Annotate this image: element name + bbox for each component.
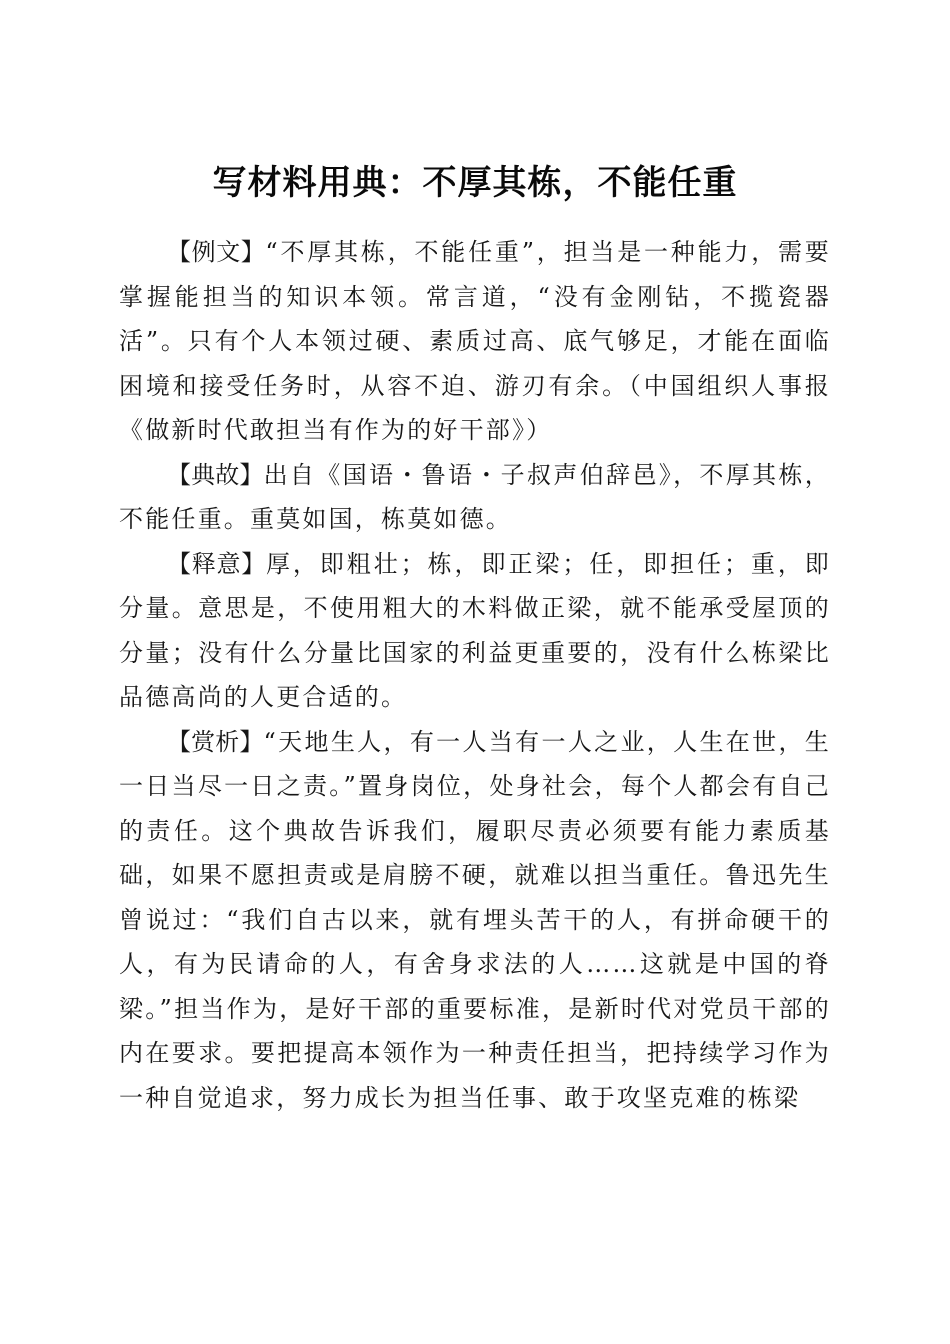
- paragraph-example: [119, 230, 831, 453]
- document-body: [119, 230, 831, 1120]
- paragraph-meaning: [119, 542, 831, 720]
- paragraph-tag: 【典故】: [167, 460, 264, 489]
- document-title: 写材料用典：不厚其栋，不能任重: [212, 162, 738, 203]
- paragraph-tag: 【例文】: [167, 238, 266, 266]
- paragraph-text: 厚，即粗壮；栋，即正梁；任，即担任；重，即分量。意思是，不使用粗大的木料做正梁，就不能承受屋顶的分量；没有什么分量比国家的利益更重要的，没有什么栋梁比品德高尚的人更合适的。: [119, 549, 831, 711]
- paragraph-text: “天地生人，有一人当有一人之业，人生在世，生一日当尽一日之责。”置身岗位，处身社会，每个人都会有自己的责任。这个典故告诉我们，履职尽责必须要有能力素质基础，如果不愿担责或是肩膀不硬，就难以担当重任。鲁迅先生曾说过：“我们自古以来，就有埋头苦干的人，有拼命硬干的人，有为民请命的人，有舍身求法的人……这就是中国的脊梁。”担当作为，是好干部的重要标准，是新时代对党员干部的内在要求。要把提高本领作为一种责任担当，把持续学习作为一种自觉追求，努力成长为担当任事、敢于攻坚克难的栋梁: [119, 727, 832, 1112]
- paragraph-allusion: [119, 453, 831, 542]
- paragraph-tag: 【赏析】: [167, 727, 264, 756]
- paragraph-analysis: [119, 720, 831, 1121]
- paragraph-text: “不厚其栋，不能任重”，担当是一种能力，需要掌握能担当的知识本领。常言道，“没有金刚钻，不揽瓷器活”。只有个人本领过硬、素质过高、底气够足，才能在面临困境和接受任务时，从容不迫、游刃有余。（中国组织人事报《做新时代敢担当有作为的好干部》）: [119, 238, 832, 444]
- paragraph-tag: 【释意】: [167, 549, 266, 578]
- paragraph-text: 出自《国语・鲁语・子叔声伯辞邑》，不厚其栋，不能任重。重莫如国，栋莫如德。: [119, 460, 831, 533]
